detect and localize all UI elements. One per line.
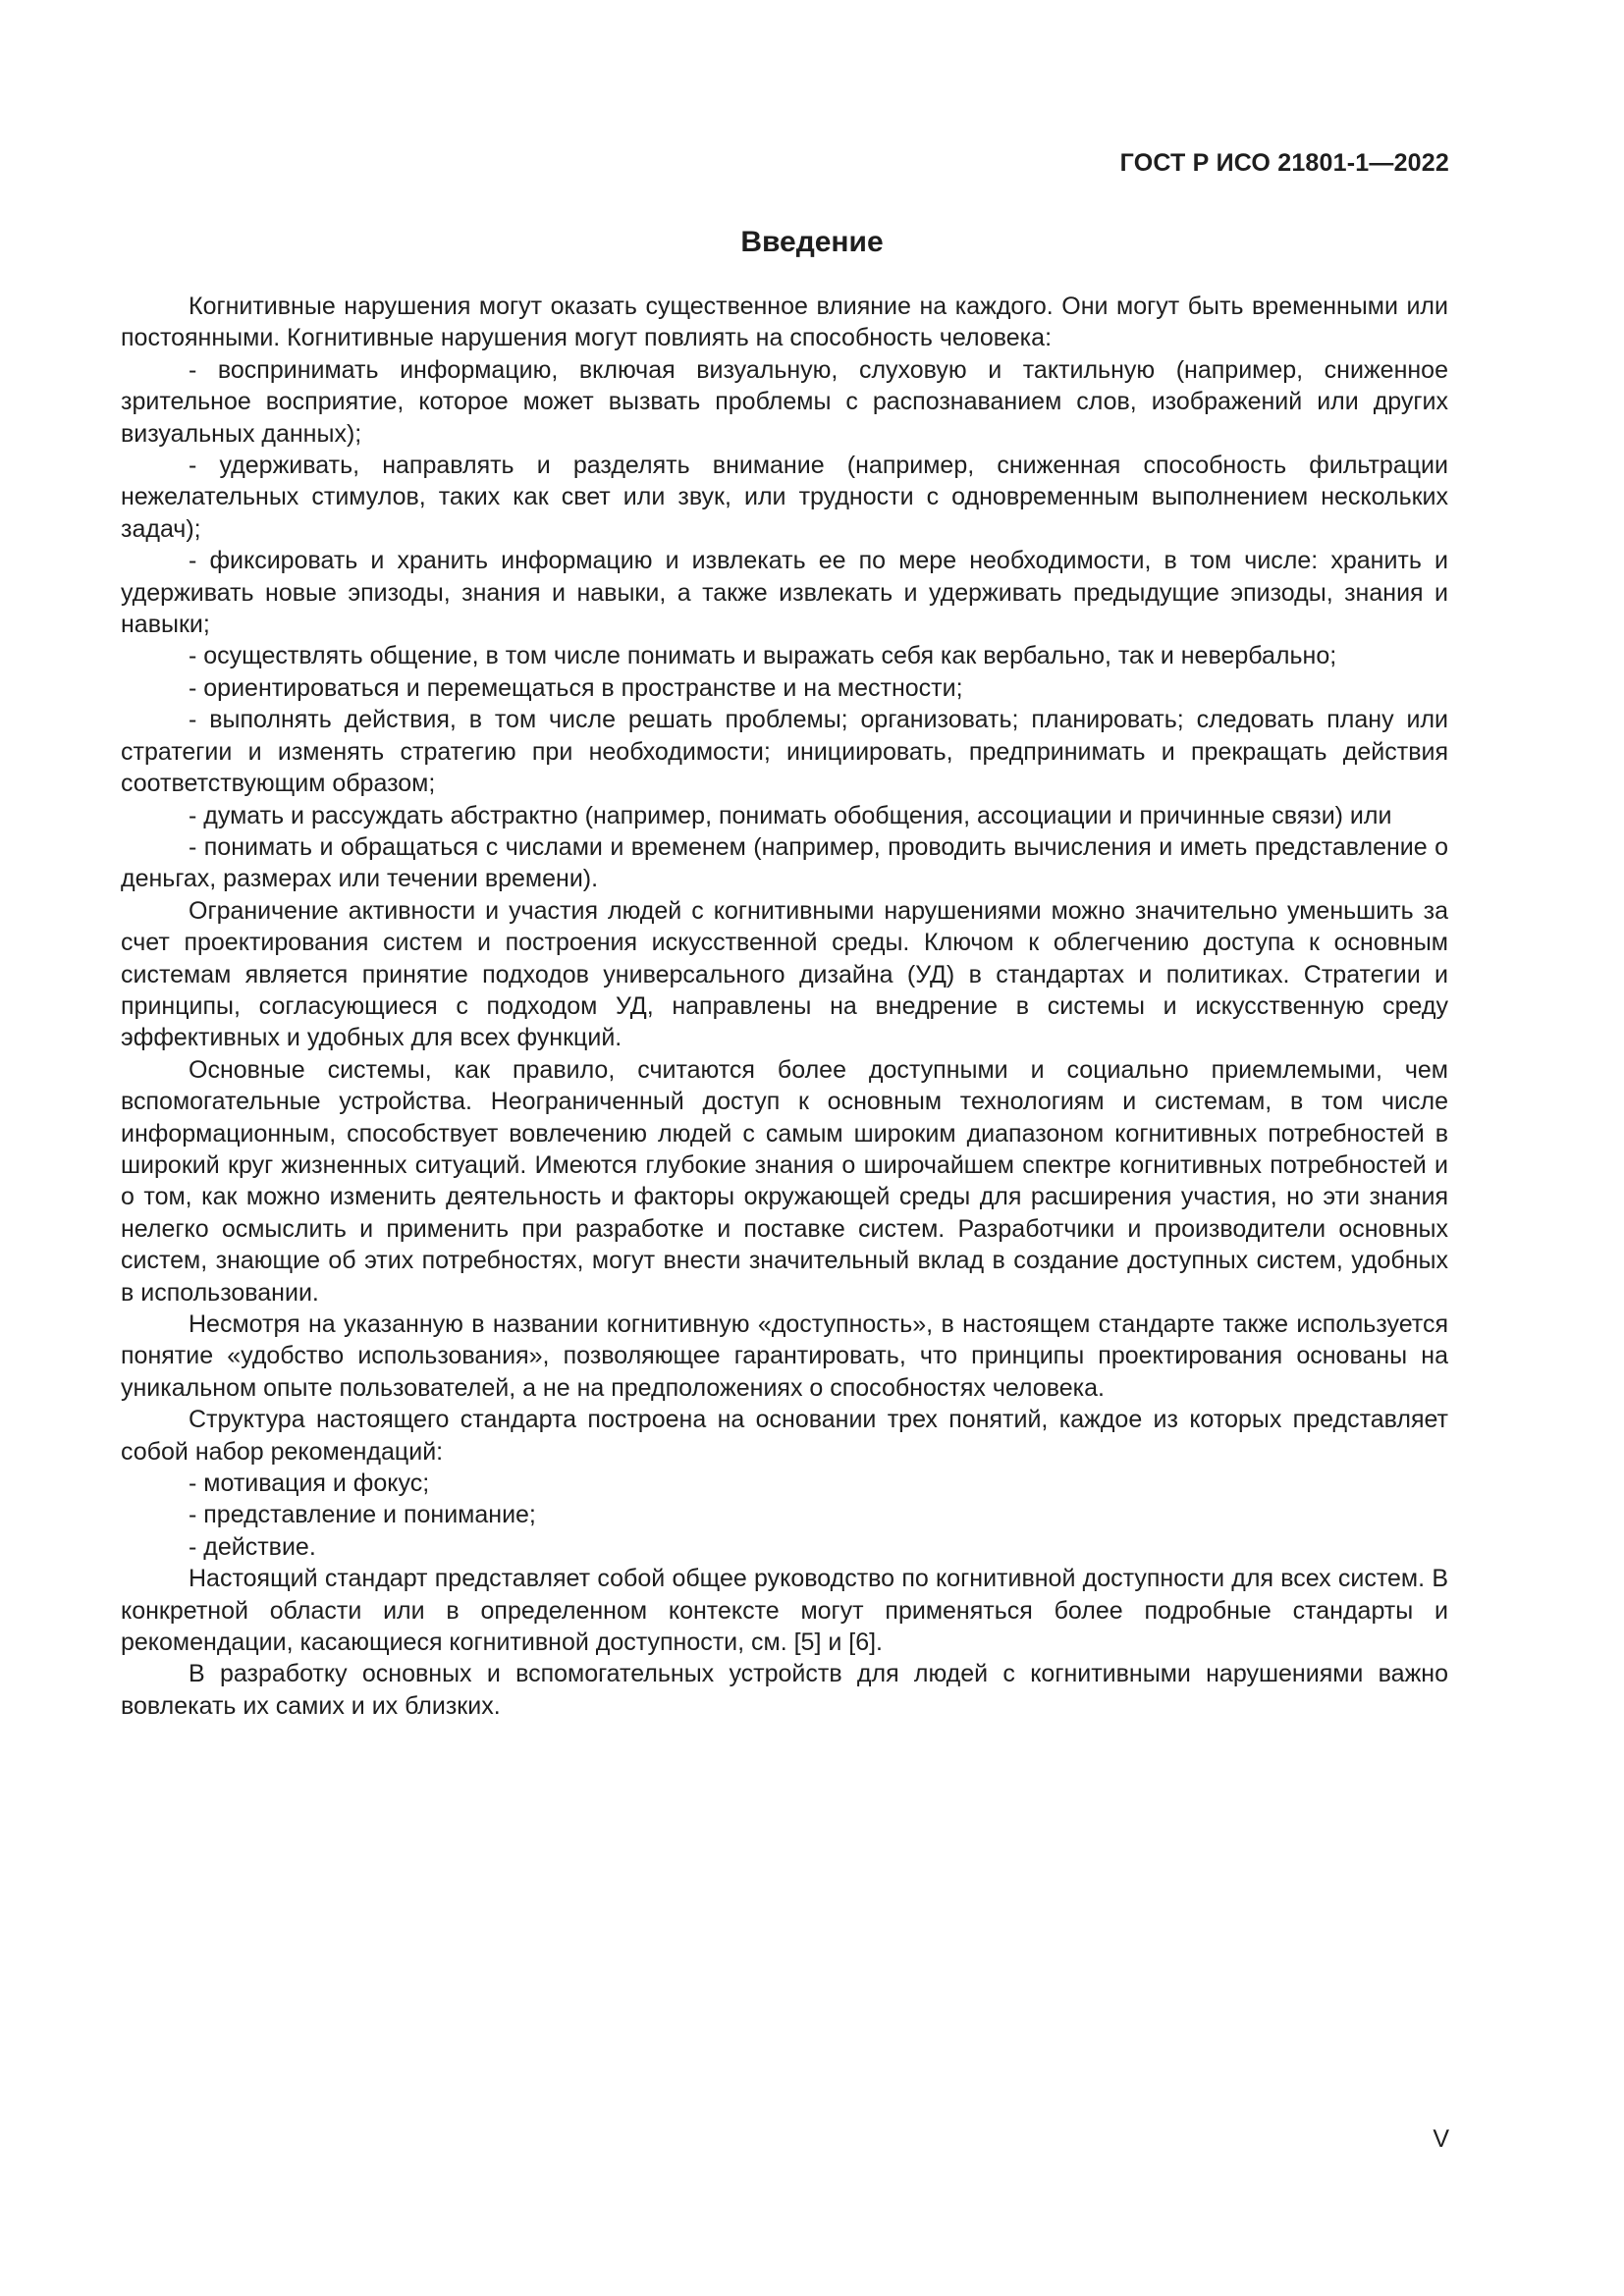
list-item-representation: - представление и понимание; bbox=[189, 1501, 536, 1529]
list-item-motivation: - мотивация и фокус; bbox=[189, 1469, 430, 1498]
body-text bbox=[121, 291, 1448, 1722]
list-item-perceive: - воспринимать информацию, включая визуальную, слуховую и тактильную (например, сниженное зрительное восприятие, которое может вызвать проблемы с распознаванием слов, изображений или других визуальных данных); bbox=[121, 355, 1448, 448]
paragraph-structure: Структура настоящего стандарта построена на основании трех понятий, каждое из которых представляет собой набор рекомендаций: bbox=[121, 1406, 1448, 1466]
list-item-numbers-time: - понимать и обращаться с числами и временем (например, проводить вычисления и иметь представление о деньгах, размерах или течении времени). bbox=[121, 832, 1448, 893]
list-item-memory: - фиксировать и хранить информацию и извлекать ее по мере необходимости, в том числе: хранить и удерживать новые эпизоды, знания и навыки, а также извлекать и удерживать предыдущие эпизоды, знания и навыки; bbox=[121, 547, 1448, 639]
standard-code-header: ГОСТ Р ИСО 21801-1—2022 bbox=[1119, 149, 1449, 177]
list-item-actions: - выполнять действия, в том числе решать проблемы; организовать; планировать; следовать плану или стратегии и изменять стратегию при необходимости; инициировать, предпринимать и прекращать действия соответствующим образом; bbox=[121, 706, 1448, 798]
paragraph-mainstream-systems: Основные системы, как правило, считаются более доступными и социально приемлемыми, чем вспомогательные устройства. Неограниченный доступ к основным технологиям и системам, в том числе информационным, способствует вовлечению людей с самым широким диапазоном когнитивных потребностей в широкий круг жизненных ситуаций. Имеются глубокие знания о широчайшем спектре когнитивных потребностей и о том, как можно изменить деятельность и факторы окружающей среды для расширения участия, но эти знания нелегко осмыслить и применить при разработке и поставке систем. Разработчики и производители основных систем, знающие об этих потребностях, могут внести значительный вклад в создание доступных систем, удобных в использовании. bbox=[121, 1055, 1448, 1307]
section-title: Введение bbox=[740, 226, 884, 258]
list-item-attention: - удерживать, направлять и разделять внимание (например, сниженная способность фильтрации нежелательных стимулов, таких как свет или звук, или трудности с одновременным выполнением нескольких задач); bbox=[121, 452, 1448, 543]
paragraph-universal-design: Ограничение активности и участия людей с когнитивными нарушениями можно значительно уменьшить за счет проектирования систем и построения искусственной среды. Ключом к облегчению доступа к основным системам является принятие подходов универсального дизайна (УД) в стандартах и политиках. Стратегии и принципы, согласующиеся с подходом УД, направлены на внедрение в системы и искусственную среду эффективных и удобных для всех функций. bbox=[121, 896, 1448, 1052]
list-item-action: - действие. bbox=[189, 1532, 316, 1561]
paragraph-general-guidance: Настоящий стандарт представляет собой общее руководство по когнитивной доступности для всех систем. В конкретной области или в определенном контексте могут применяться более подробные стандарты и рекомендации, касающиеся когнитивной доступности, см. [5] и [6]. bbox=[121, 1565, 1448, 1657]
list-item-orientation: - ориентироваться и перемещаться в пространстве и на местности; bbox=[189, 673, 963, 702]
list-item-communication: - осуществлять общение, в том числе понимать и выражать себя как вербально, так и невербально; bbox=[189, 642, 1337, 670]
paragraph-intro: Когнитивные нарушения могут оказать существенное влияние на каждого. Они могут быть временными или постоянными. Когнитивные нарушения могут повлиять на способность человека: bbox=[121, 293, 1448, 352]
list-item-abstract-thinking: - думать и рассуждать абстрактно (например, понимать обобщения, ассоциации и причинные связи) или bbox=[189, 801, 1392, 829]
paragraph-usability: Несмотря на указанную в названии когнитивную «доступность», в настоящем стандарте также используется понятие «удобство использования», позволяющее гарантировать, что принципы проектирования основаны на уникальном опыте пользователей, а не на предположениях о способностях человека. bbox=[121, 1310, 1448, 1402]
page-number: V bbox=[1433, 2125, 1449, 2153]
paragraph-involvement: В разработку основных и вспомогательных устройств для людей с когнитивными нарушениями важно вовлекать их самих и их близких. bbox=[121, 1660, 1448, 1720]
